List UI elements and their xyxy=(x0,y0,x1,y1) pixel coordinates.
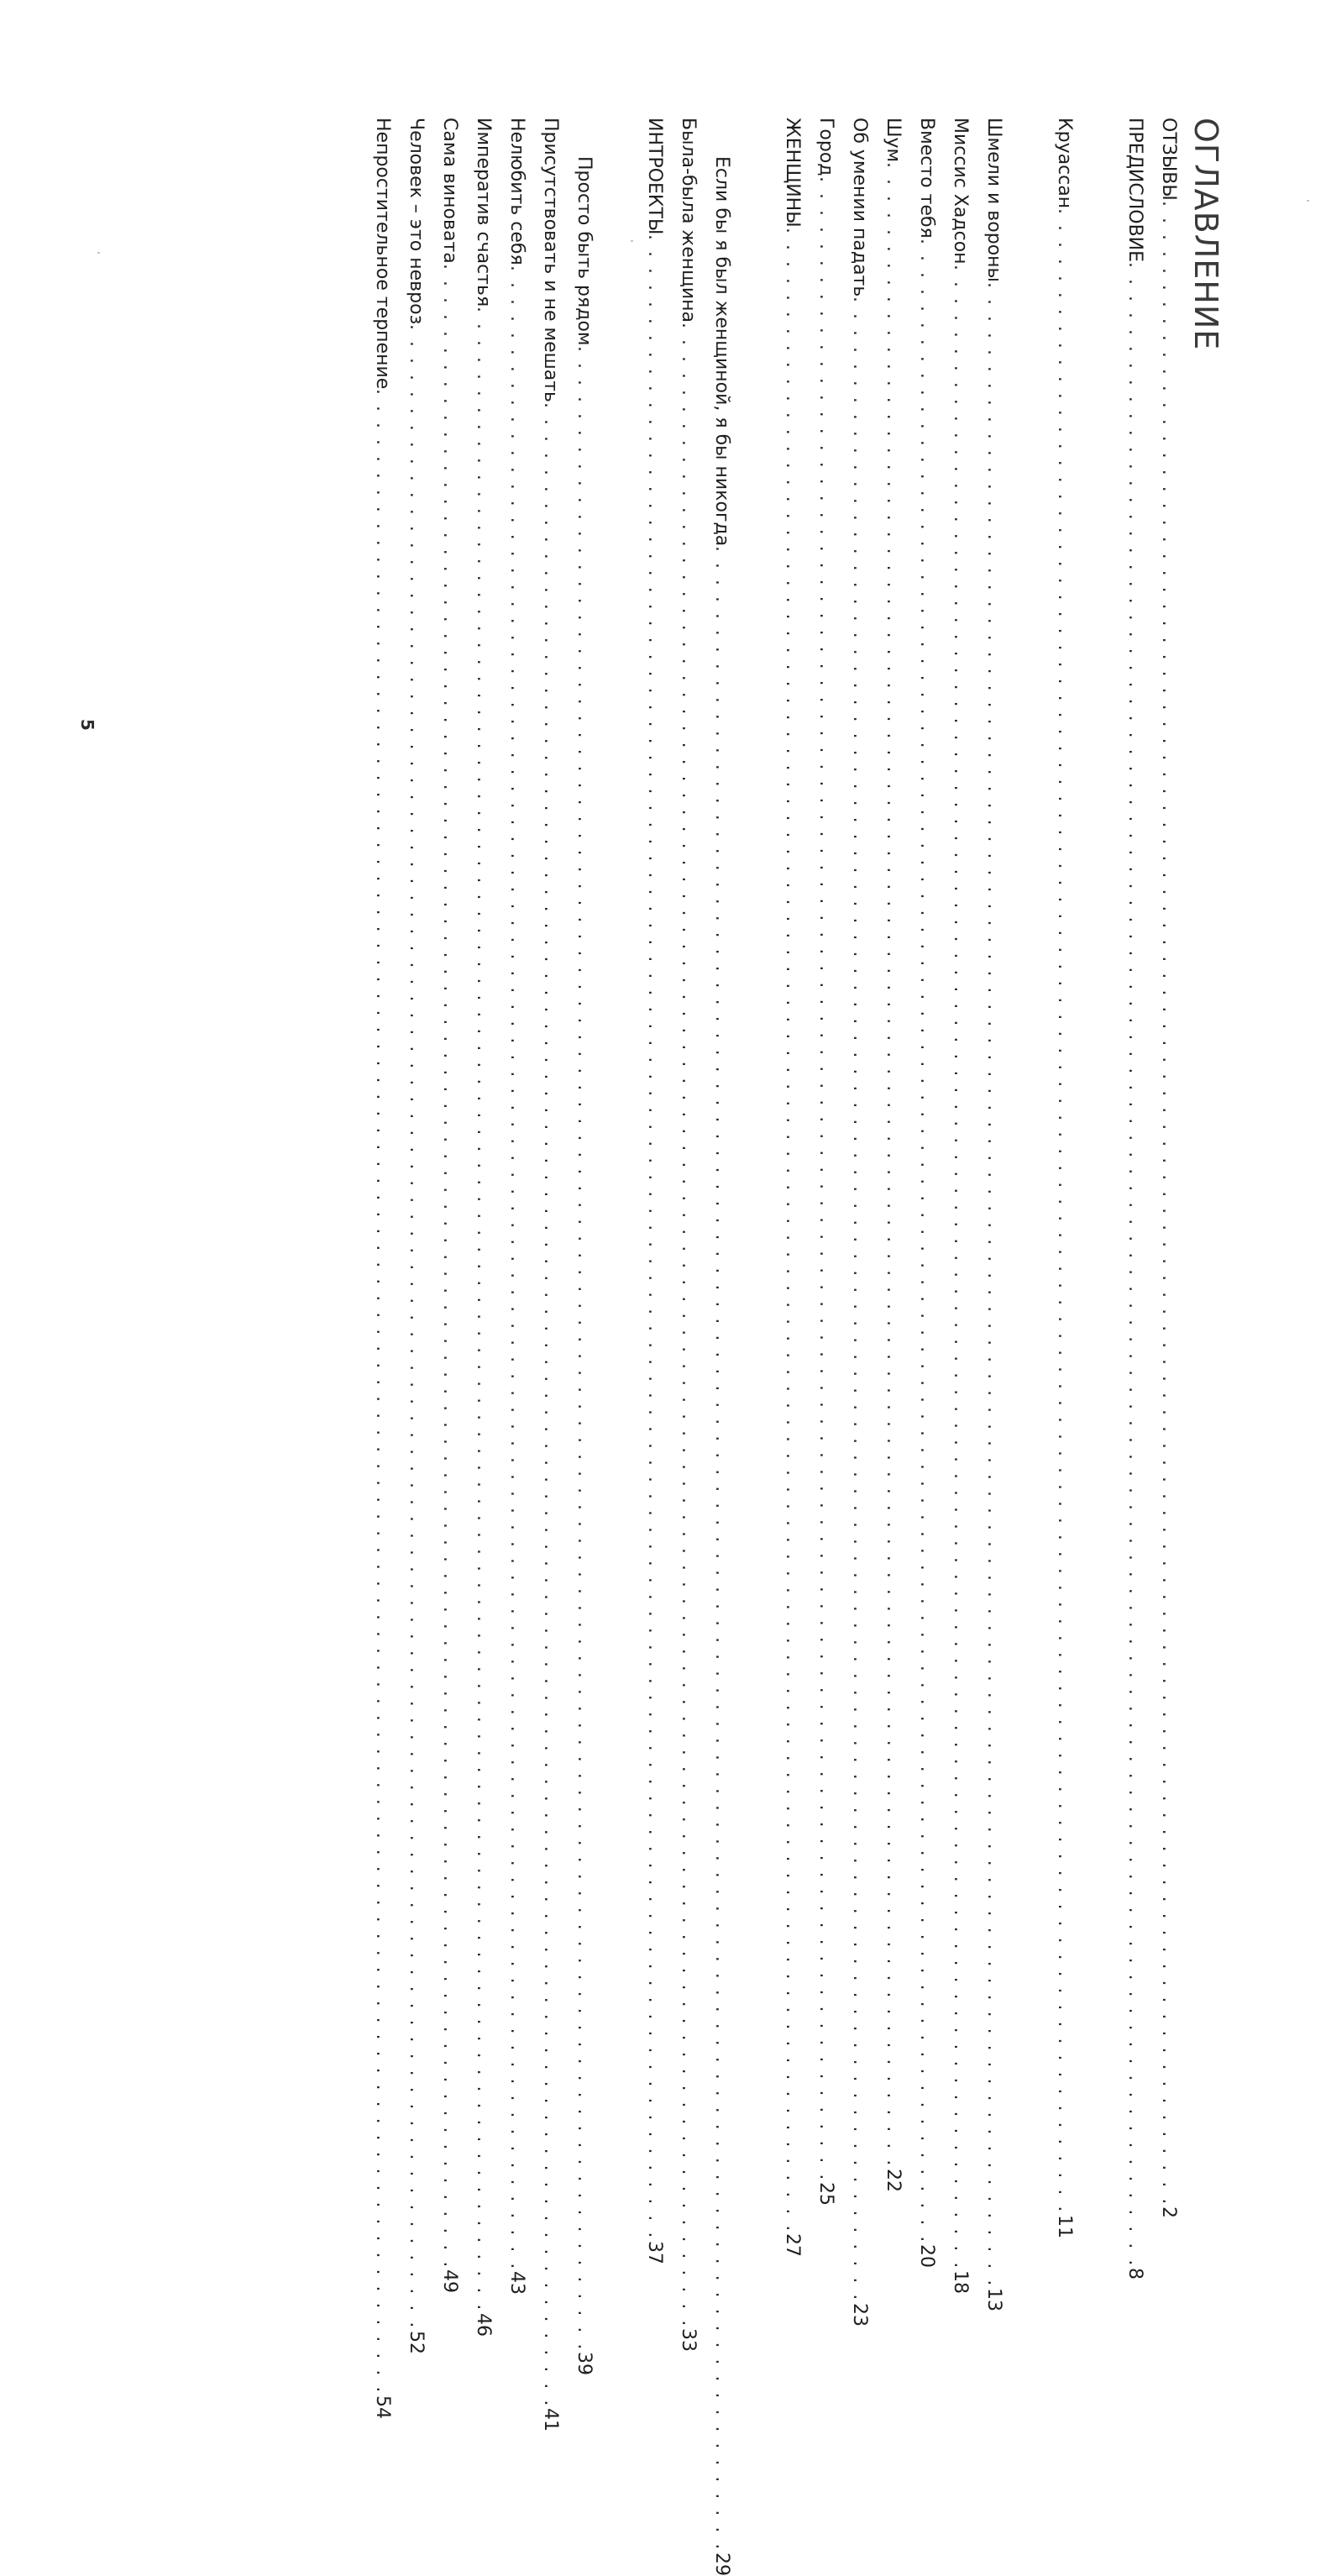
toc-entry-title: Человек – это невроз xyxy=(406,118,427,325)
toc-entry[interactable] xyxy=(777,118,810,2257)
toc-entry[interactable] xyxy=(878,118,911,2192)
toc-entry-page: 52 xyxy=(406,2330,427,2354)
dot-leader: . . . . . . . . . . . . . . . . . . . . . . . . . . . . . . . . . . . . . . . . . . . . . . . . . . . . . . . . . . . . . . . . . . . . . . . . . . . . . . . . . . . . . . . . . . . . . . . . . . . . . . . . . . . . . . . . . . . . . . . . xyxy=(406,324,427,2331)
toc-entry-page: 49 xyxy=(439,2269,460,2294)
dot-leader: . . . . . . . . . . . . . . . . . . . . . . . . . . . . . . . . . . . . . . . . . . . . . . . . . . . . . . . . . . . . . . . . . . . . . . . . . . . . . . . . . . . . . . . . . . . . . . . . . . . . . . . . . . . . . . . . . . . . . . . . xyxy=(473,307,494,2313)
toc-entry-title: ИНТРОЕКТЫ xyxy=(644,118,665,235)
toc-entry-page: 43 xyxy=(506,2271,527,2295)
dot-leader: . . . . . . . . . . . . . . . . . . . . . . . . . . . . . . . . . . . . . . . . . . . . . . . . . . . . . . . . . . . . . . . . . . . . . . . . . . . . . . . . . . . . . . . . . . . . . . . . . . . . . . . . . . . . . . . . . . . . . . . . xyxy=(950,264,971,2270)
toc-list xyxy=(367,118,1187,2576)
toc-entry-page: 20 xyxy=(916,2244,937,2269)
dot-leader: . . . . . . . . . . . . . . . . . . . . . . . . . . . . . . . . . . . . . . . . . . . . . . . . . . . . . . . . . . . . . . . . . . . . . . . . . . . . . . . . . . . . . . . . . . . . . . . . . . . . . . . . . . . . . . . . . . . . . . . . xyxy=(574,345,595,2352)
toc-entry-title: ОТЗЫВЫ xyxy=(1158,118,1179,201)
toc-entry-page: 13 xyxy=(983,2288,1004,2312)
toc-entry[interactable] xyxy=(535,118,569,2432)
toc-entry-page: 46 xyxy=(473,2312,494,2337)
toc-entry[interactable] xyxy=(501,118,535,2295)
toc-entry-title: Шум xyxy=(883,118,904,163)
toc-entry[interactable] xyxy=(639,118,673,2264)
dot-leader: . . . . . . . . . . . . . . . . . . . . . . . . . . . . . . . . . . . . . . . . . . . . . . . . . . . . . . . . . . . . . . . . . . . . . . . . . . . . . . . . . . . . . . . . . . . . . . . . . . . . . . . . . . . . . . . . . . . . . . . . xyxy=(678,323,699,2329)
toc-entry-page: 2 xyxy=(1158,2206,1179,2219)
dot-leader: . . . . . . . . . . . . . . . . . . . . . . . . . . . . . . . . . . . . . . . . . . . . . . . . . . . . . . . . . . . . . . . . . . . . . . . . . . . . . . . . . . . . . . . . . . . . . . . . . . . . . . . . . . . . . . . . . . . . . . . . xyxy=(916,238,937,2245)
page-number: 5 xyxy=(77,719,97,731)
toc-entry[interactable] xyxy=(844,118,878,2327)
dot-leader: . . . . . . . . . . . . . . . . . . . . . . . . . . . . . . . . . . . . . . . . . . . . . . . . . . . . . . . . . . . . . . . . . . . . . . . . . . . . . . . . . . . . . . . . . . . . . . . . . . . . . . . . . . . . . . . . . . . . . . . . xyxy=(815,176,836,2182)
toc-entry-page: 23 xyxy=(849,2302,870,2327)
dot-leader: . . . . . . . . . . . . . . . . . . . . . . . . . . . . . . . . . . . . . . . . . . . . . . . . . . . . . . . . . . . . . . . . . . . . . . . . . . . . . . . . . . . . . . . . . . . . . . . . . . . . . . . . . . . . . . . . . . . . . . . . xyxy=(711,546,732,2552)
toc-entry-page: 37 xyxy=(644,2240,665,2264)
toc-entry-page: 22 xyxy=(883,2168,904,2192)
toc-entry[interactable] xyxy=(978,118,1012,2312)
toc-entry-title: Просто быть рядом xyxy=(574,156,595,346)
dot-leader: . . . . . . . . . . . . . . . . . . . . . . . . . . . . . . . . . . . . . . . . . . . . . . . . . . . . . . . . . . . . . . . . . . . . . . . . . . . . . . . . . . . . . . . . . . . . . . . . . . . . . . . . . . . . . . . . . . . . . . . . xyxy=(1158,200,1179,2207)
toc-entry[interactable] xyxy=(434,118,468,2294)
dot-leader: . . . . . . . . . . . . . . . . . . . . . . . . . . . . . . . . . . . . . . . . . . . . . . . . . . . . . . . . . . . . . . . . . . . . . . . . . . . . . . . . . . . . . . . . . . . . . . . . . . . . . . . . . . . . . . . . . . . . . . . . xyxy=(849,296,870,2303)
toc-entry[interactable] xyxy=(673,118,706,2353)
toc-entry-title: ЖЕНЩИНЫ xyxy=(782,118,803,228)
dot-leader: . . . . . . . . . . . . . . . . . . . . . . . . . . . . . . . . . . . . . . . . . . . . . . . . . . . . . . . . . . . . . . . . . . . . . . . . . . . . . . . . . . . . . . . . . . . . . . . . . . . . . . . . . . . . . . . . . . . . . . . . xyxy=(1124,262,1145,2269)
dot-leader: . . . . . . . . . . . . . . . . . . . . . . . . . . . . . . . . . . . . . . . . . . . . . . . . . . . . . . . . . . . . . . . . . . . . . . . . . . . . . . . . . . . . . . . . . . . . . . . . . . . . . . . . . . . . . . . . . . . . . . . . xyxy=(540,402,561,2409)
dot-leader: . . . . . . . . . . . . . . . . . . . . . . . . . . . . . . . . . . . . . . . . . . . . . . . . . . . . . . . . . . . . . . . . . . . . . . . . . . . . . . . . . . . . . . . . . . . . . . . . . . . . . . . . . . . . . . . . . . . . . . . . xyxy=(439,263,460,2270)
dot-leader: . . . . . . . . . . . . . . . . . . . . . . . . . . . . . . . . . . . . . . . . . . . . . . . . . . . . . . . . . . . . . . . . . . . . . . . . . . . . . . . . . . . . . . . . . . . . . . . . . . . . . . . . . . . . . . . . . . . . . . . . xyxy=(372,389,393,2395)
toc-entry-title: Если бы я был женщиной, я бы никогда xyxy=(711,156,732,547)
toc-entry-page: 27 xyxy=(782,2233,803,2257)
scan-speck xyxy=(97,252,100,254)
toc-entry-title: Вместо тебя xyxy=(916,118,937,239)
toc-entry-page: 29 xyxy=(711,2552,732,2576)
toc-entry-page: 8 xyxy=(1124,2268,1145,2280)
toc-entry-title: Шмели и вороны xyxy=(983,118,1004,282)
toc-entry-page: 18 xyxy=(950,2269,971,2294)
toc-entry-title: Миссис Хадсон xyxy=(950,118,971,265)
toc-entry-title: Нелюбить себя xyxy=(506,118,527,265)
scan-speck xyxy=(631,240,633,242)
dot-leader: . . . . . . . . . . . . . . . . . . . . . . . . . . . . . . . . . . . . . . . . . . . . . . . . . . . . . . . . . . . . . . . . . . . . . . . . . . . . . . . . . . . . . . . . . . . . . . . . . . . . . . . . . . . . . . . . . . . . . . . . xyxy=(782,227,803,2233)
toc-entry[interactable] xyxy=(706,118,740,2576)
dot-leader: . . . . . . . . . . . . . . . . . . . . . . . . . . . . . . . . . . . . . . . . . . . . . . . . . . . . . . . . . . . . . . . . . . . . . . . . . . . . . . . . . . . . . . . . . . . . . . . . . . . . . . . . . . . . . . . . . . . . . . . . xyxy=(1054,208,1075,2215)
toc-entry-page: 33 xyxy=(678,2328,699,2353)
toc-entry-page: 25 xyxy=(815,2181,836,2206)
toc-entry[interactable] xyxy=(810,118,844,2206)
toc-entry[interactable] xyxy=(367,118,401,2419)
toc-entry[interactable] xyxy=(1153,118,1187,2219)
toc-entry-page: 11 xyxy=(1054,2214,1075,2238)
toc-entry[interactable] xyxy=(401,118,434,2354)
toc-entry-page: 41 xyxy=(540,2408,561,2432)
page-title: ОГЛАВЛЕНИЕ xyxy=(1187,118,1224,351)
dot-leader: . . . . . . . . . . . . . . . . . . . . . . . . . . . . . . . . . . . . . . . . . . . . . . . . . . . . . . . . . . . . . . . . . . . . . . . . . . . . . . . . . . . . . . . . . . . . . . . . . . . . . . . . . . . . . . . . . . . . . . . . xyxy=(506,265,527,2272)
toc-entry-title: Об умении падать xyxy=(849,118,870,297)
table-of-contents xyxy=(367,118,1225,2576)
toc-entry[interactable] xyxy=(945,118,978,2294)
toc-entry[interactable] xyxy=(911,118,945,2269)
toc-entry-page: 39 xyxy=(574,2351,595,2375)
toc-entry-title: ПРЕДИСЛОВИЕ xyxy=(1124,118,1145,263)
toc-entry[interactable] xyxy=(468,118,501,2337)
dot-leader: . . . . . . . . . . . . . . . . . . . . . . . . . . . . . . . . . . . . . . . . . . . . . . . . . . . . . . . . . . . . . . . . . . . . . . . . . . . . . . . . . . . . . . . . . . . . . . . . . . . . . . . . . . . . . . . . . . . . . . . . xyxy=(883,162,904,2169)
toc-entry-title: Город xyxy=(815,118,836,176)
scan-speck xyxy=(1307,200,1309,202)
toc-entry-title: Сама виновата xyxy=(439,118,460,264)
toc-entry-title: Была-была женщина xyxy=(678,118,699,323)
toc-entry-title: Круассан xyxy=(1054,118,1075,209)
toc-entry-title: Непростительное терпение xyxy=(372,118,393,390)
toc-entry[interactable] xyxy=(569,118,602,2375)
toc-entry[interactable] xyxy=(1049,118,1082,2238)
dot-leader: . . . . . . . . . . . . . . . . . . . . . . . . . . . . . . . . . . . . . . . . . . . . . . . . . . . . . . . . . . . . . . . . . . . . . . . . . . . . . . . . . . . . . . . . . . . . . . . . . . . . . . . . . . . . . . . . . . . . . . . . xyxy=(644,234,665,2241)
toc-entry[interactable] xyxy=(1119,118,1153,2280)
toc-entry-page: 54 xyxy=(372,2395,393,2419)
dot-leader: . . . . . . . . . . . . . . . . . . . . . . . . . . . . . . . . . . . . . . . . . . . . . . . . . . . . . . . . . . . . . . . . . . . . . . . . . . . . . . . . . . . . . . . . . . . . . . . . . . . . . . . . . . . . . . . . . . . . . . . . xyxy=(983,281,1004,2289)
toc-entry-title: Присутствовать и не мешать xyxy=(540,118,561,403)
toc-entry-title: Императив счастья xyxy=(473,118,494,307)
